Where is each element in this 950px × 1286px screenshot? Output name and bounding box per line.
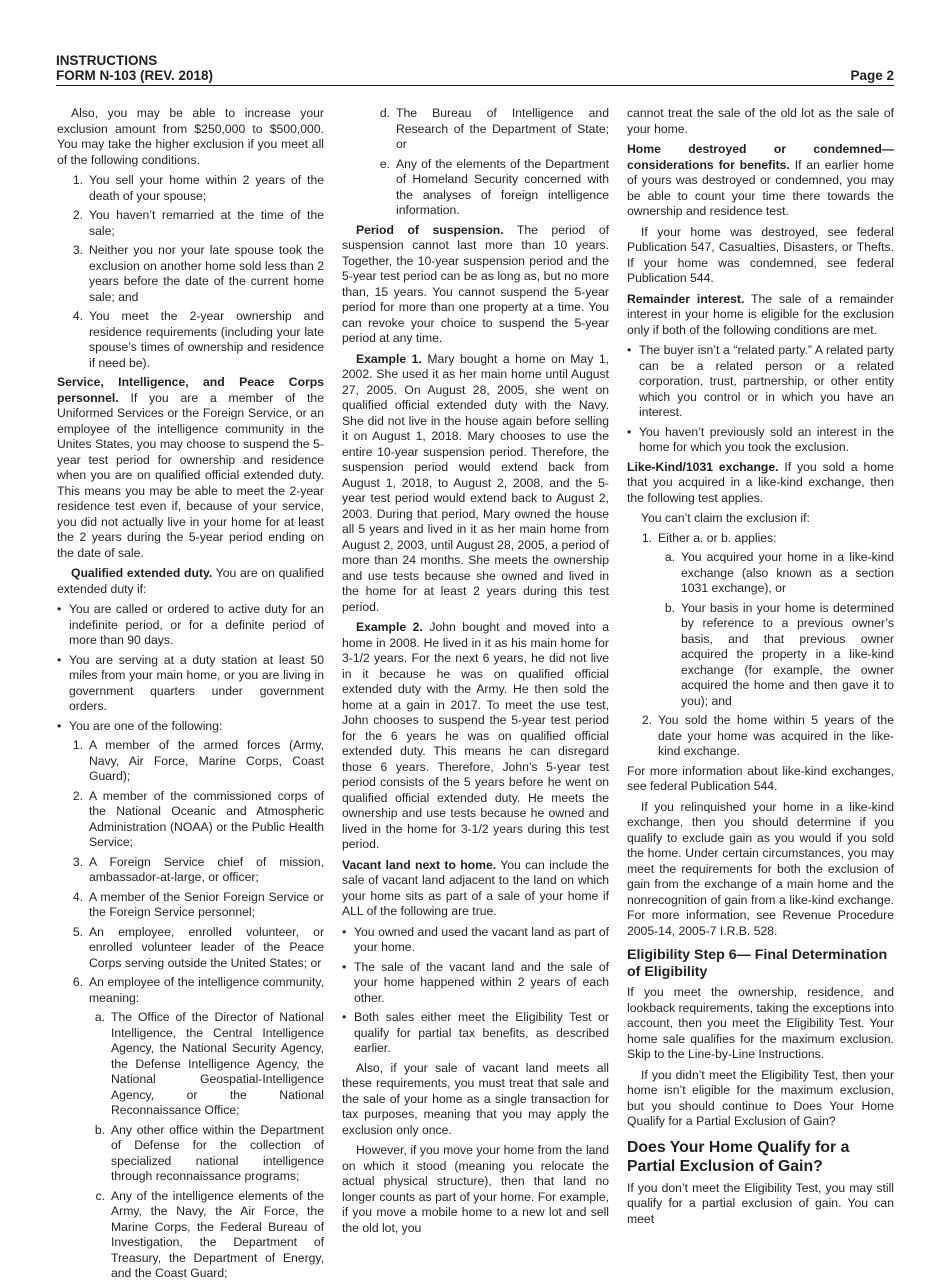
list-letter: c.: [95, 1188, 105, 1203]
list-number: 5.: [72, 924, 83, 939]
header-form-number: FORM N-103 (REV. 2018): [56, 68, 214, 83]
list-number: 2.: [72, 788, 83, 803]
column-2: [342, 106, 609, 1241]
bullet-text: You are called or ordered to active duty for an indefinite period, or for a definite period of more than 90 days.: [69, 602, 324, 647]
bullet-icon: •: [342, 1010, 347, 1024]
intel-item: [57, 1189, 324, 1282]
list-item-sold-within: [627, 713, 894, 760]
paragraph-qualified-duty: [57, 566, 324, 597]
paragraph-destroyed-2: If your home was destroyed, see federal Publication 547, Casualties, Disasters, or Thefts. If your home was condemned, see federal Publication 544.: [627, 224, 894, 285]
bullet-item: [342, 925, 609, 956]
condition-item: [57, 243, 324, 305]
list-letter: b.: [664, 600, 675, 615]
list-text: A member of the armed forces (Army, Navy, Air Force, Marine Corps, Coast Guard);: [89, 738, 324, 783]
list-number: 3.: [72, 854, 83, 869]
member-item: [57, 925, 324, 972]
list-text: An employee of the intelligence community, meaning:: [89, 975, 324, 1005]
list-number: 4.: [72, 889, 83, 904]
list-text: Any of the elements of the Department of Homeland Security concerned with the analyses of foreign intelligence information.: [396, 156, 609, 217]
paragraph-intro: Also, you may be able to increase your exclusion amount from $250,000 to $500,000. You may take the higher exclusion if you meet all of the following conditions.: [57, 106, 324, 167]
paragraph-vacant-land: [342, 858, 609, 920]
bullet-item: [342, 960, 609, 1007]
bullet-icon: •: [57, 718, 62, 733]
list-text: A Foreign Service chief of mission, ambassador-at-large, or officer;: [89, 854, 324, 884]
list-text: You sell your home within 2 years of the death of your spouse;: [89, 173, 324, 203]
bullet-icon: •: [57, 602, 62, 616]
paragraph-example-2: [342, 620, 609, 853]
bullet-text: The buyer isn’t a “related party.” A related party can be a related person or a related corporation, trust, partnership, or other entity which you control or in which you have an interest.: [639, 343, 894, 419]
paragraph-more-info: For more information about like-kind exchanges, see federal Publication 544.: [627, 763, 894, 793]
bullet-text: You owned and used the vacant land as part of your home.: [354, 924, 609, 954]
member-item: [57, 738, 324, 785]
bullet-item: [627, 425, 894, 456]
list-text: A member of the Senior Foreign Service or the Foreign Service personnel;: [89, 889, 324, 919]
list-number: 4.: [72, 309, 83, 323]
paragraph-relinquished: If you relinquished your home in a like-kind exchange, then you should determine if you qualify to exclude gain as you would if you sold the home. Under certain circumstances, you may meet the requirements for both the exclusion of gain from the exchange of a main home and the nonrecognition of gain from a like-kind exchange. For more information, see Revenue Procedure 2005-14, 2005-7 I.R.B. 528.: [627, 799, 894, 938]
list-letter: a.: [664, 550, 675, 564]
list-item-b: [627, 601, 894, 710]
paragraph-however: However, if you move your home from the land on which it stood (meaning you relocate the actual physical structure), then that land no longer counts as part of your home. For example, if you move a mobile home to a new lot and sell the old lot, you: [342, 1143, 609, 1235]
list-item-a: [627, 550, 894, 597]
list-text: Any of the intelligence elements of the Army, the Navy, the Air Force, the Marine Corps, the Federal Bureau of Investigation, the Department of Treasury, the Department of Energy, and the Coast Guard;: [111, 1188, 324, 1280]
paragraph-service: [57, 375, 324, 561]
member-item: [57, 855, 324, 886]
paragraph-partial-1: If you don’t meet the Eligibility Test, you may still qualify for a partial exclusion of gain. You can meet: [627, 1180, 894, 1226]
list-number: 6.: [72, 975, 83, 989]
bullet-icon: •: [342, 924, 347, 939]
paragraph-step6-1: If you meet the ownership, residence, and lookback requirements, taking the exceptions into account, then you meet the Eligibility Test. Your home sale qualifies for the maximum exclusion. Skip to the Line-by-Line Instructions.: [627, 985, 894, 1061]
condition-item: [57, 309, 324, 371]
heading-like-kind: Like-Kind/1031 exchange.: [627, 459, 779, 474]
bullet-icon: •: [57, 652, 62, 667]
header-rule: [56, 85, 894, 86]
paragraph-step6-2: If you didn’t meet the Eligibility Test, then your home isn’t eligible for the maximum exclusion, but you should continue to Does Your Home Qualify for a Partial Exclusion of Gain?: [627, 1067, 894, 1128]
vacant-land-text: You can include the sale of vacant land adjacent to the land on which your home sits as part of a sale of your home if ALL of the following are true.: [342, 857, 610, 918]
list-number: 1.: [72, 738, 83, 752]
paragraph-like-kind: [627, 460, 894, 507]
heading-qualified-duty: Qualified extended duty.: [71, 566, 213, 580]
cant-claim-text: You can’t claim the exclusion if:: [641, 511, 810, 525]
heading-suspension: Period of suspension.: [356, 222, 504, 237]
intel-item: [57, 1010, 324, 1119]
list-number: 1.: [72, 173, 83, 187]
list-number: 1.: [641, 530, 652, 545]
bullet-text: The sale of the vacant land and the sale of your home happened within 2 years of each other.: [354, 959, 609, 1005]
bullet-icon: •: [627, 343, 632, 357]
list-letter: a.: [94, 1010, 105, 1024]
bullet-item: [57, 602, 324, 649]
heading-example-2: Example 2.: [356, 620, 423, 634]
list-letter: b.: [94, 1122, 105, 1137]
intel-item: [342, 157, 609, 219]
header-instructions: INSTRUCTIONS: [56, 53, 158, 68]
list-text: You meet the 2-year ownership and residence requirements (including your late spouse’s times of ownership and residence if need be).: [89, 309, 324, 370]
bullet-item: [57, 653, 324, 715]
list-text: An employee, enrolled volunteer, or enrolled volunteer leader of the Peace Corps serving outside the United States; or: [89, 924, 324, 970]
paragraph-also: Also, if your sale of vacant land meets all these requirements, you must treat that sale and the sale of your home as a single transaction for tax purposes, meaning that you may apply the exclusion only once.: [342, 1060, 609, 1137]
list-number: 2.: [72, 208, 83, 222]
example-1-text: Mary bought a home on May 1, 2002. She used it as her main home until August 27, 2005. On August 28, 2005, she went on qualified official extended duty with the Navy. She did not live in the house again before selling it on August 1, 2018. Mary chooses to use the entire 10-year suspension period. Therefore, the suspension period would extend back from August 1, 2018, to August 2, 2008, and the 5-year test period would extend back to August 2, 2003. During that period, Mary owned the house all 5 years and lived in it as her main home from August 2, 2003, until August 28, 2005, a period of more than 24 months. She meets the ownership and use tests because she owned and lived in the home for at least 2 years during this test period.: [342, 351, 609, 614]
like-kind-text: If you sold a home that you acquired in a like-kind exchange, then the following test applies.: [627, 459, 894, 505]
bullet-icon: •: [627, 424, 632, 439]
heading-vacant-land: Vacant land next to home.: [342, 857, 497, 872]
qualified-duty-text: You are on qualified extended duty if:: [57, 566, 324, 596]
heading-example-1: Example 1.: [356, 351, 422, 366]
bullet-icon: •: [342, 959, 347, 974]
remainder-text: The sale of a remainder interest in your home is eligible for the exclusion only if both of the following conditions are met.: [627, 291, 894, 337]
list-text: You acquired your home in a like-kind exchange (also known as a section 1031 exchange), or: [681, 550, 894, 595]
bullet-text: You haven’t previously sold an interest in the home for which you took the exclusion.: [639, 424, 894, 454]
list-text: You sold the home within 5 years of the date your home was acquired in the like-kind exchange.: [658, 713, 894, 758]
list-text: You haven’t remarried at the time of the sale;: [89, 208, 324, 238]
page-header: [56, 53, 894, 83]
bullet-item: [627, 343, 894, 421]
paragraph-destroyed: [627, 142, 894, 220]
member-item: [57, 890, 324, 921]
paragraph-continued: cannot treat the sale of the old lot as the sale of your home.: [627, 106, 894, 136]
paragraph-suspension: [342, 223, 609, 347]
list-letter: d.: [379, 106, 390, 120]
service-text: If you are a member of the Uniformed Services or the Foreign Service, or an employee of the intelligence community in the Unites States, you may choose to suspend the 5-year test period for ownership and residence when you are on qualified official extended duty. This means you may be able to meet the 2-year residence test even if, because of your service, you did not actually live in your home for at least the 2 years during the 5-year period ending on the date of sale.: [57, 390, 324, 560]
member-item: [57, 975, 324, 1006]
condition-item: [57, 173, 324, 204]
list-text: Either a. or b. applies:: [658, 530, 777, 545]
heading-remainder: Remainder interest.: [627, 291, 745, 306]
list-text: Any other office within the Department of Defense for the collection of specialized national intelligence through reconnaissance programs;: [111, 1122, 324, 1183]
paragraph-example-1: [342, 352, 609, 616]
intel-item: [57, 1123, 324, 1185]
list-text: Neither you nor your late spouse took the exclusion on another home sold less than 2 years before the date of the current home sale; and: [89, 243, 324, 304]
column-3: [627, 106, 894, 1232]
list-letter: e.: [379, 156, 390, 171]
condition-item: [57, 208, 324, 239]
suspension-text: The period of suspension cannot last more than 10 years. Together, the 10-year suspension period and the 5-year test period can be as long as, but no more than, 15 years. You cannot suspend the 5-year period for more than one property at a time. You can revoke your choice to suspend the 5-year period at any time.: [342, 222, 609, 345]
list-number: 3.: [72, 243, 83, 257]
list-text: The Bureau of Intelligence and Research of the Department of State; or: [396, 106, 609, 151]
heading-eligibility-step-6: Eligibility Step 6— Final Determination of Eligibility: [627, 947, 888, 980]
list-item-either: [627, 531, 894, 547]
bullet-item: [57, 719, 324, 735]
bullet-text: Both sales either meet the Eligibility Test or qualify for partial tax benefits, as described earlier.: [354, 1010, 609, 1055]
list-number: 2.: [641, 713, 652, 727]
paragraph-remainder: [627, 292, 894, 339]
column-1: [57, 106, 324, 1286]
intel-item: [342, 106, 609, 153]
list-text: A member of the commissioned corps of the National Oceanic and Atmospheric Administration (NOAA) or the Public Health Service;: [89, 788, 324, 849]
list-text: Your basis in your home is determined by reference to a previous owner’s basis, and that previous owner acquired the property in a like-kind exchange (for example, the owner acquired the home and then gave it to you); and: [681, 600, 894, 708]
bullet-text: You are serving at a duty station at least 50 miles from your main home, or you are living in government quarters under government orders.: [69, 652, 324, 713]
bullet-item: [342, 1010, 609, 1057]
member-item: [57, 789, 324, 851]
page-number: Page 2: [850, 68, 894, 83]
heading-destroyed: Home destroyed or condemned—considerations for benefits.: [627, 142, 894, 172]
cant-claim-line: [627, 511, 894, 527]
heading-partial-exclusion: Does Your Home Qualify for a Partial Exclusion of Gain?: [627, 1138, 850, 1175]
heading-service: Service, Intelligence, and Peace Corps personnel.: [57, 375, 324, 405]
bullet-text: You are one of the following:: [69, 718, 223, 733]
destroyed-text: If an earlier home of yours was destroyed or condemned, you may be able to count your time there towards the ownership and residence test.: [627, 157, 894, 218]
list-text: The Office of the Director of National Intelligence, the Central Intelligence Agency, the National Security Agency, the Defense Intelligence Agency, the National Geospatial-Intelligence Agency, or the National Reconnaissance Office;: [111, 1010, 324, 1117]
example-2-text: John bought and moved into a home in 2008. He lived in it as his main home for 3-1/2 years. For the next 6 years, he did not live in it because he was on qualified official extended duty with the Army. He then sold the home at a gain in 2017. To meet the use test, John chooses to suspend the 5-year test period for the 6 years he was on qualified official extended duty. This means he can disregard those 6 years. Therefore, John’s 5-year test period consists of the 5 years before he went on qualified official extended duty. He meets the ownership and use tests because he owned and lived in the home for 3-1/2 years during this test period.: [342, 620, 609, 851]
